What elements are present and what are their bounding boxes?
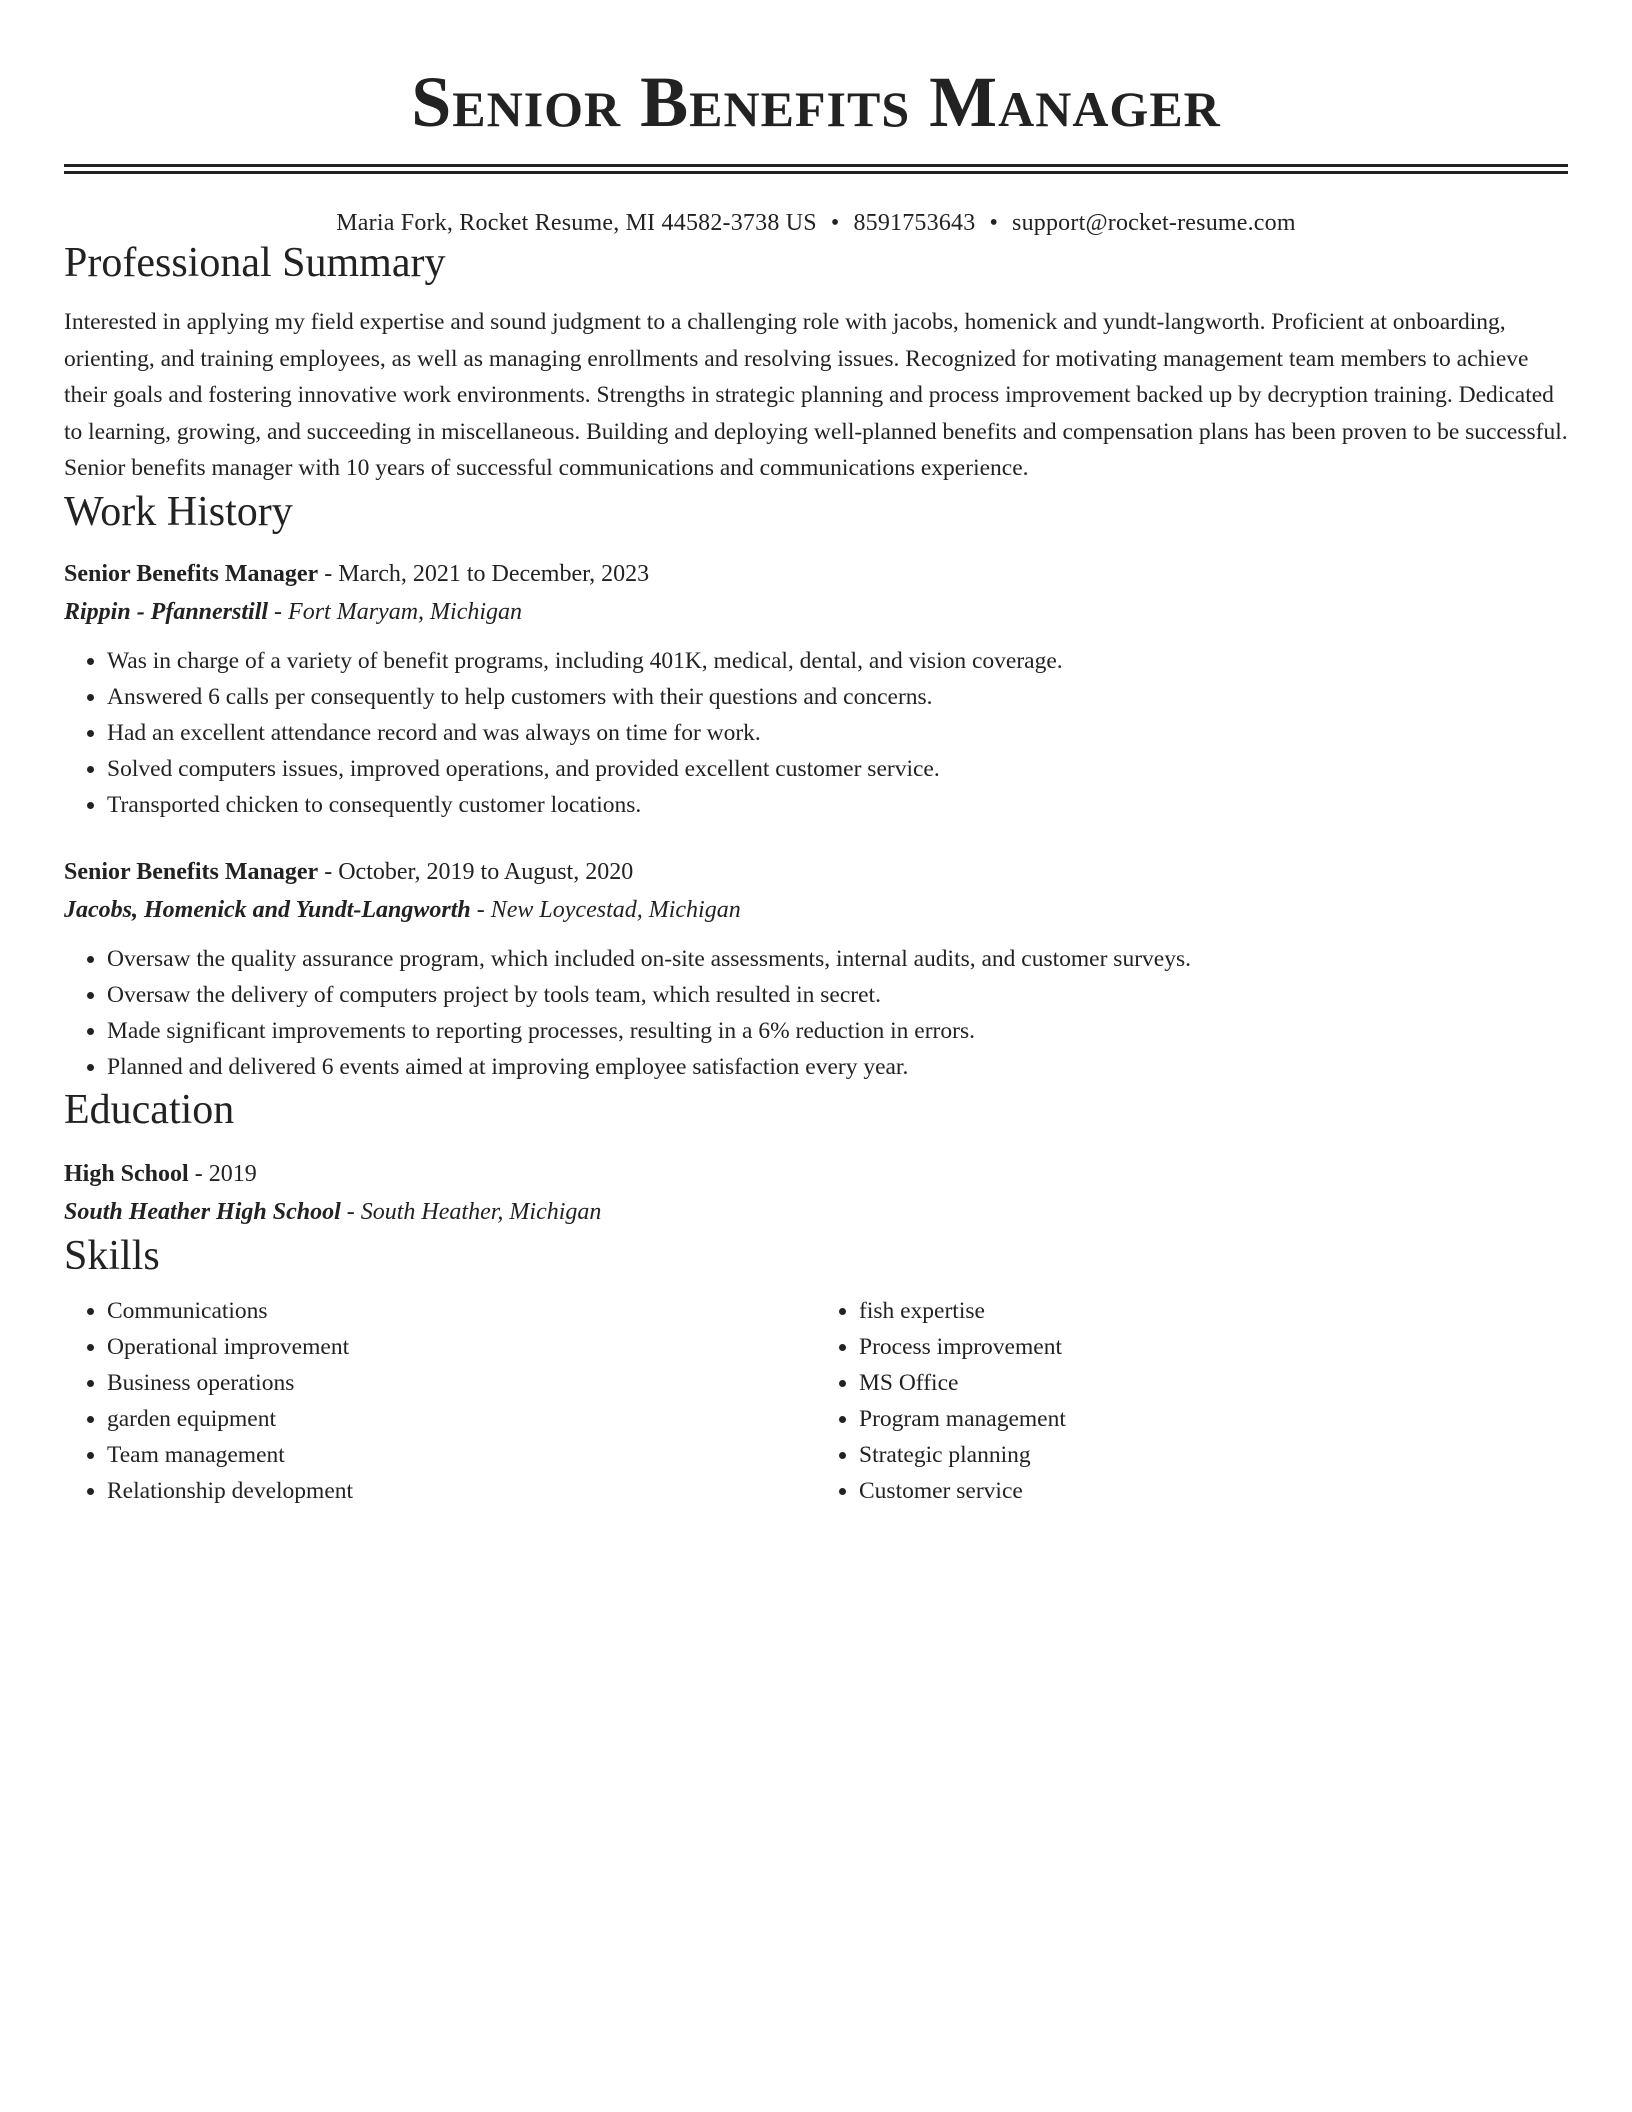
skill-item: • Communications: [107, 1293, 816, 1329]
summary-text: Interested in applying my field expertise and sound judgment to a challenging role with jacobs, homenick and yundt-langworth. Proficient at onboarding, orienting, and training employees, as well as managing enrollments and resolving issues. Recognized for motivating management team members to achieve their goals and fostering innovative work environments. Strengths in strategic planning and process improvement backed up by decryption training. Dedicated to learning, growing, and succeeding in miscellaneous. Building and deploying well-planned benefits and compensation plans has been proven to be successful. Senior benefits manager with 10 years of successful communications and communications experience.: [64, 309, 1568, 481]
job-bullets: [64, 941, 1568, 1085]
job-role: Senior Benefits Manager: [64, 560, 319, 587]
skills-columns: [64, 1293, 1568, 1509]
skill-item: • Strategic planning: [859, 1437, 1568, 1473]
job-bullet: • Had an excellent attendance record and was always on time for work.: [107, 715, 1568, 751]
job-entry: [64, 853, 1568, 1085]
education-degree: High School: [64, 1160, 189, 1187]
job-location: Fort Maryam, Michigan: [288, 598, 523, 625]
resume-name-title: Senior Benefits Manager: [411, 62, 1221, 142]
contact-line: [64, 208, 1568, 238]
job-company: Jacobs, Homenick and Yundt-Langworth: [64, 896, 471, 923]
job-location: New Loycestad, Michigan: [490, 896, 741, 923]
job-role: Senior Benefits Manager: [64, 858, 319, 885]
skill-item: • Relationship development: [107, 1473, 816, 1509]
skill-item: • Program management: [859, 1401, 1568, 1437]
education-heading: Education: [64, 1086, 235, 1133]
job-bullet: • Oversaw the delivery of computers project by tools team, which resulted in secret.: [107, 977, 1568, 1013]
contact-address: Maria Fork, Rocket Resume, MI 44582-3738 US: [336, 210, 817, 236]
job-bullet: • Solved computers issues, improved operations, and provided excellent customer service.: [107, 751, 1568, 787]
education-year: 2019: [208, 1160, 257, 1187]
job-dates: March, 2021 to December, 2023: [338, 560, 650, 587]
job-bullet: • Oversaw the quality assurance program, which included on-site assessments, internal audits, and customer surveys.: [107, 941, 1568, 977]
job-bullet: • Was in charge of a variety of benefit programs, including 401K, medical, dental, and vision coverage.: [107, 643, 1568, 679]
skills-right-list: [816, 1293, 1568, 1509]
job-title-line: Senior Benefits Manager - October, 2019 to August, 2020: [64, 858, 634, 885]
skill-item: • Team management: [107, 1437, 816, 1473]
job-bullets: [64, 643, 1568, 823]
education-location: South Heather, Michigan: [360, 1198, 602, 1225]
job-company: Rippin - Pfannerstill: [64, 598, 269, 625]
job-title-line: Senior Benefits Manager - March, 2021 to December, 2023: [64, 560, 650, 587]
summary-heading: Professional Summary: [64, 240, 446, 286]
skill-item: • Process improvement: [859, 1329, 1568, 1365]
skill-item: • Customer service: [859, 1473, 1568, 1509]
education-school-line: South Heather High School - South Heather, Michigan: [64, 1198, 602, 1225]
header-double-rule: [64, 164, 1568, 174]
skill-item: • Operational improvement: [107, 1329, 816, 1365]
contact-email: support@rocket-resume.com: [1012, 210, 1296, 236]
skill-item: • Business operations: [107, 1365, 816, 1401]
education-school: South Heather High School: [64, 1198, 341, 1225]
work-history-heading: Work History: [64, 488, 293, 535]
contact-phone: 8591753643: [853, 210, 976, 236]
skill-item: • MS Office: [859, 1365, 1568, 1401]
skill-item: • fish expertise: [859, 1293, 1568, 1329]
education-entry: [64, 1155, 1568, 1231]
job-dates: October, 2019 to August, 2020: [338, 858, 634, 885]
skills-heading: Skills: [64, 1232, 160, 1279]
job-entry: [64, 555, 1568, 823]
contact-separator: •: [989, 210, 999, 236]
job-bullet: • Answered 6 calls per consequently to help customers with their questions and concerns.: [107, 679, 1568, 715]
job-company-line: Rippin - Pfannerstill - Fort Maryam, Michigan: [64, 598, 523, 625]
job-bullet: • Planned and delivered 6 events aimed at improving employee satisfaction every year.: [107, 1049, 1568, 1085]
skills-left-list: [64, 1293, 816, 1509]
job-bullet: • Transported chicken to consequently customer locations.: [107, 787, 1568, 823]
education-degree-line: High School - 2019: [64, 1160, 257, 1187]
skill-item: • garden equipment: [107, 1401, 816, 1437]
job-bullet: • Made significant improvements to reporting processes, resulting in a 6% reduction in errors.: [107, 1013, 1568, 1049]
job-company-line: Jacobs, Homenick and Yundt-Langworth - New Loycestad, Michigan: [64, 896, 741, 923]
contact-separator: •: [830, 210, 840, 236]
